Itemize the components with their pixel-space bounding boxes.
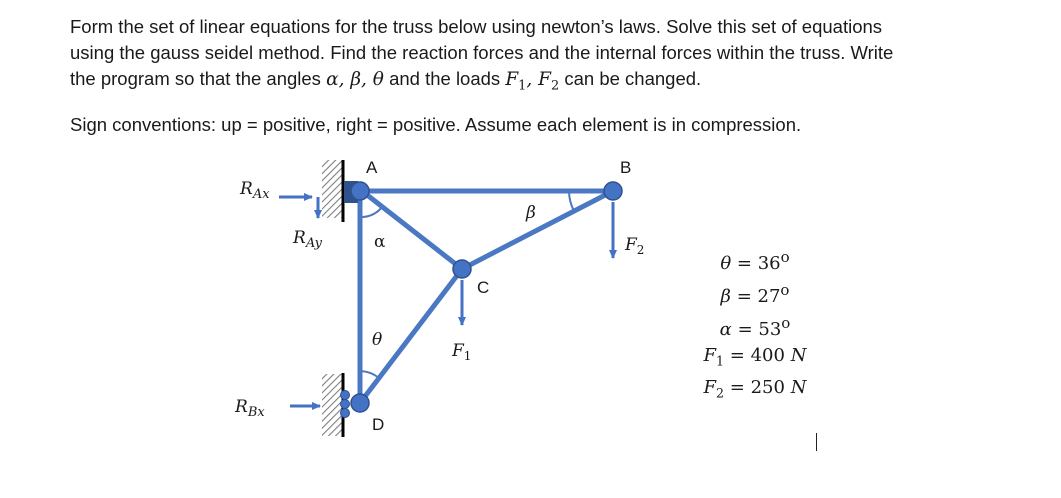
label-theta: θ: [372, 330, 383, 350]
wall-hatch-top: [322, 160, 342, 218]
member-bc: [462, 191, 613, 269]
problem-line-3-text-c: can be changed.: [559, 68, 702, 89]
label-rax: $R_{Ax}$: [240, 179, 270, 202]
label-a: A: [366, 158, 378, 177]
load-f2-symbol: $F_2$: [538, 69, 560, 94]
label-d: D: [372, 415, 385, 434]
node-d: [351, 394, 369, 412]
angle-symbols: α, β, θ: [326, 69, 384, 90]
load-f1-symbol: $F_1$: [505, 69, 527, 94]
label-c: C: [477, 278, 490, 297]
sign-conventions: Sign conventions: up = positive, right = positive. Assume each element is in compression.: [70, 113, 802, 135]
label-f1: $F_1$: [452, 341, 472, 363]
param-beta: $\beta = 27^o$: [720, 281, 790, 307]
problem-line-3-text-b: and the loads: [383, 68, 506, 89]
param-alpha: $\alpha = 53^o$: [719, 314, 791, 340]
node-c: [453, 260, 471, 278]
arc-theta: [360, 371, 379, 378]
label-f2: $F_2$: [625, 235, 645, 257]
roller-1: [341, 391, 350, 400]
param-theta: $\theta = 36^o$: [720, 248, 790, 274]
label-alpha: α: [374, 232, 386, 252]
label-ray: $R_{Ay}$: [293, 228, 323, 251]
node-b: [604, 182, 622, 200]
label-b: B: [620, 158, 632, 177]
member-ac: [362, 191, 462, 269]
node-a: [351, 182, 369, 200]
problem-line-3-text-a: the program so that the angles: [70, 68, 327, 89]
roller-2: [341, 400, 350, 409]
parameter-list: [690, 244, 820, 406]
roller-3: [341, 409, 350, 418]
load-separator: ,: [526, 69, 539, 90]
param-f1: $F_1 = 400$ N: [703, 345, 807, 369]
label-beta: β: [526, 203, 536, 223]
problem-line-1: Form the set of linear equations for the truss below using newton’s laws. Solve this set of equations: [70, 16, 883, 37]
param-f2: $F_2 = 250$ N: [703, 376, 807, 401]
arc-alpha: [360, 207, 382, 217]
text-cursor: [816, 433, 817, 451]
problem-line-2: using the gauss seidel method. Find the reaction forces and the internal forces within the truss. Write: [70, 42, 894, 63]
arc-beta: [569, 191, 574, 211]
label-rbx: $R_{Bx}$: [235, 397, 265, 420]
wall-hatch-bottom: [322, 374, 342, 436]
